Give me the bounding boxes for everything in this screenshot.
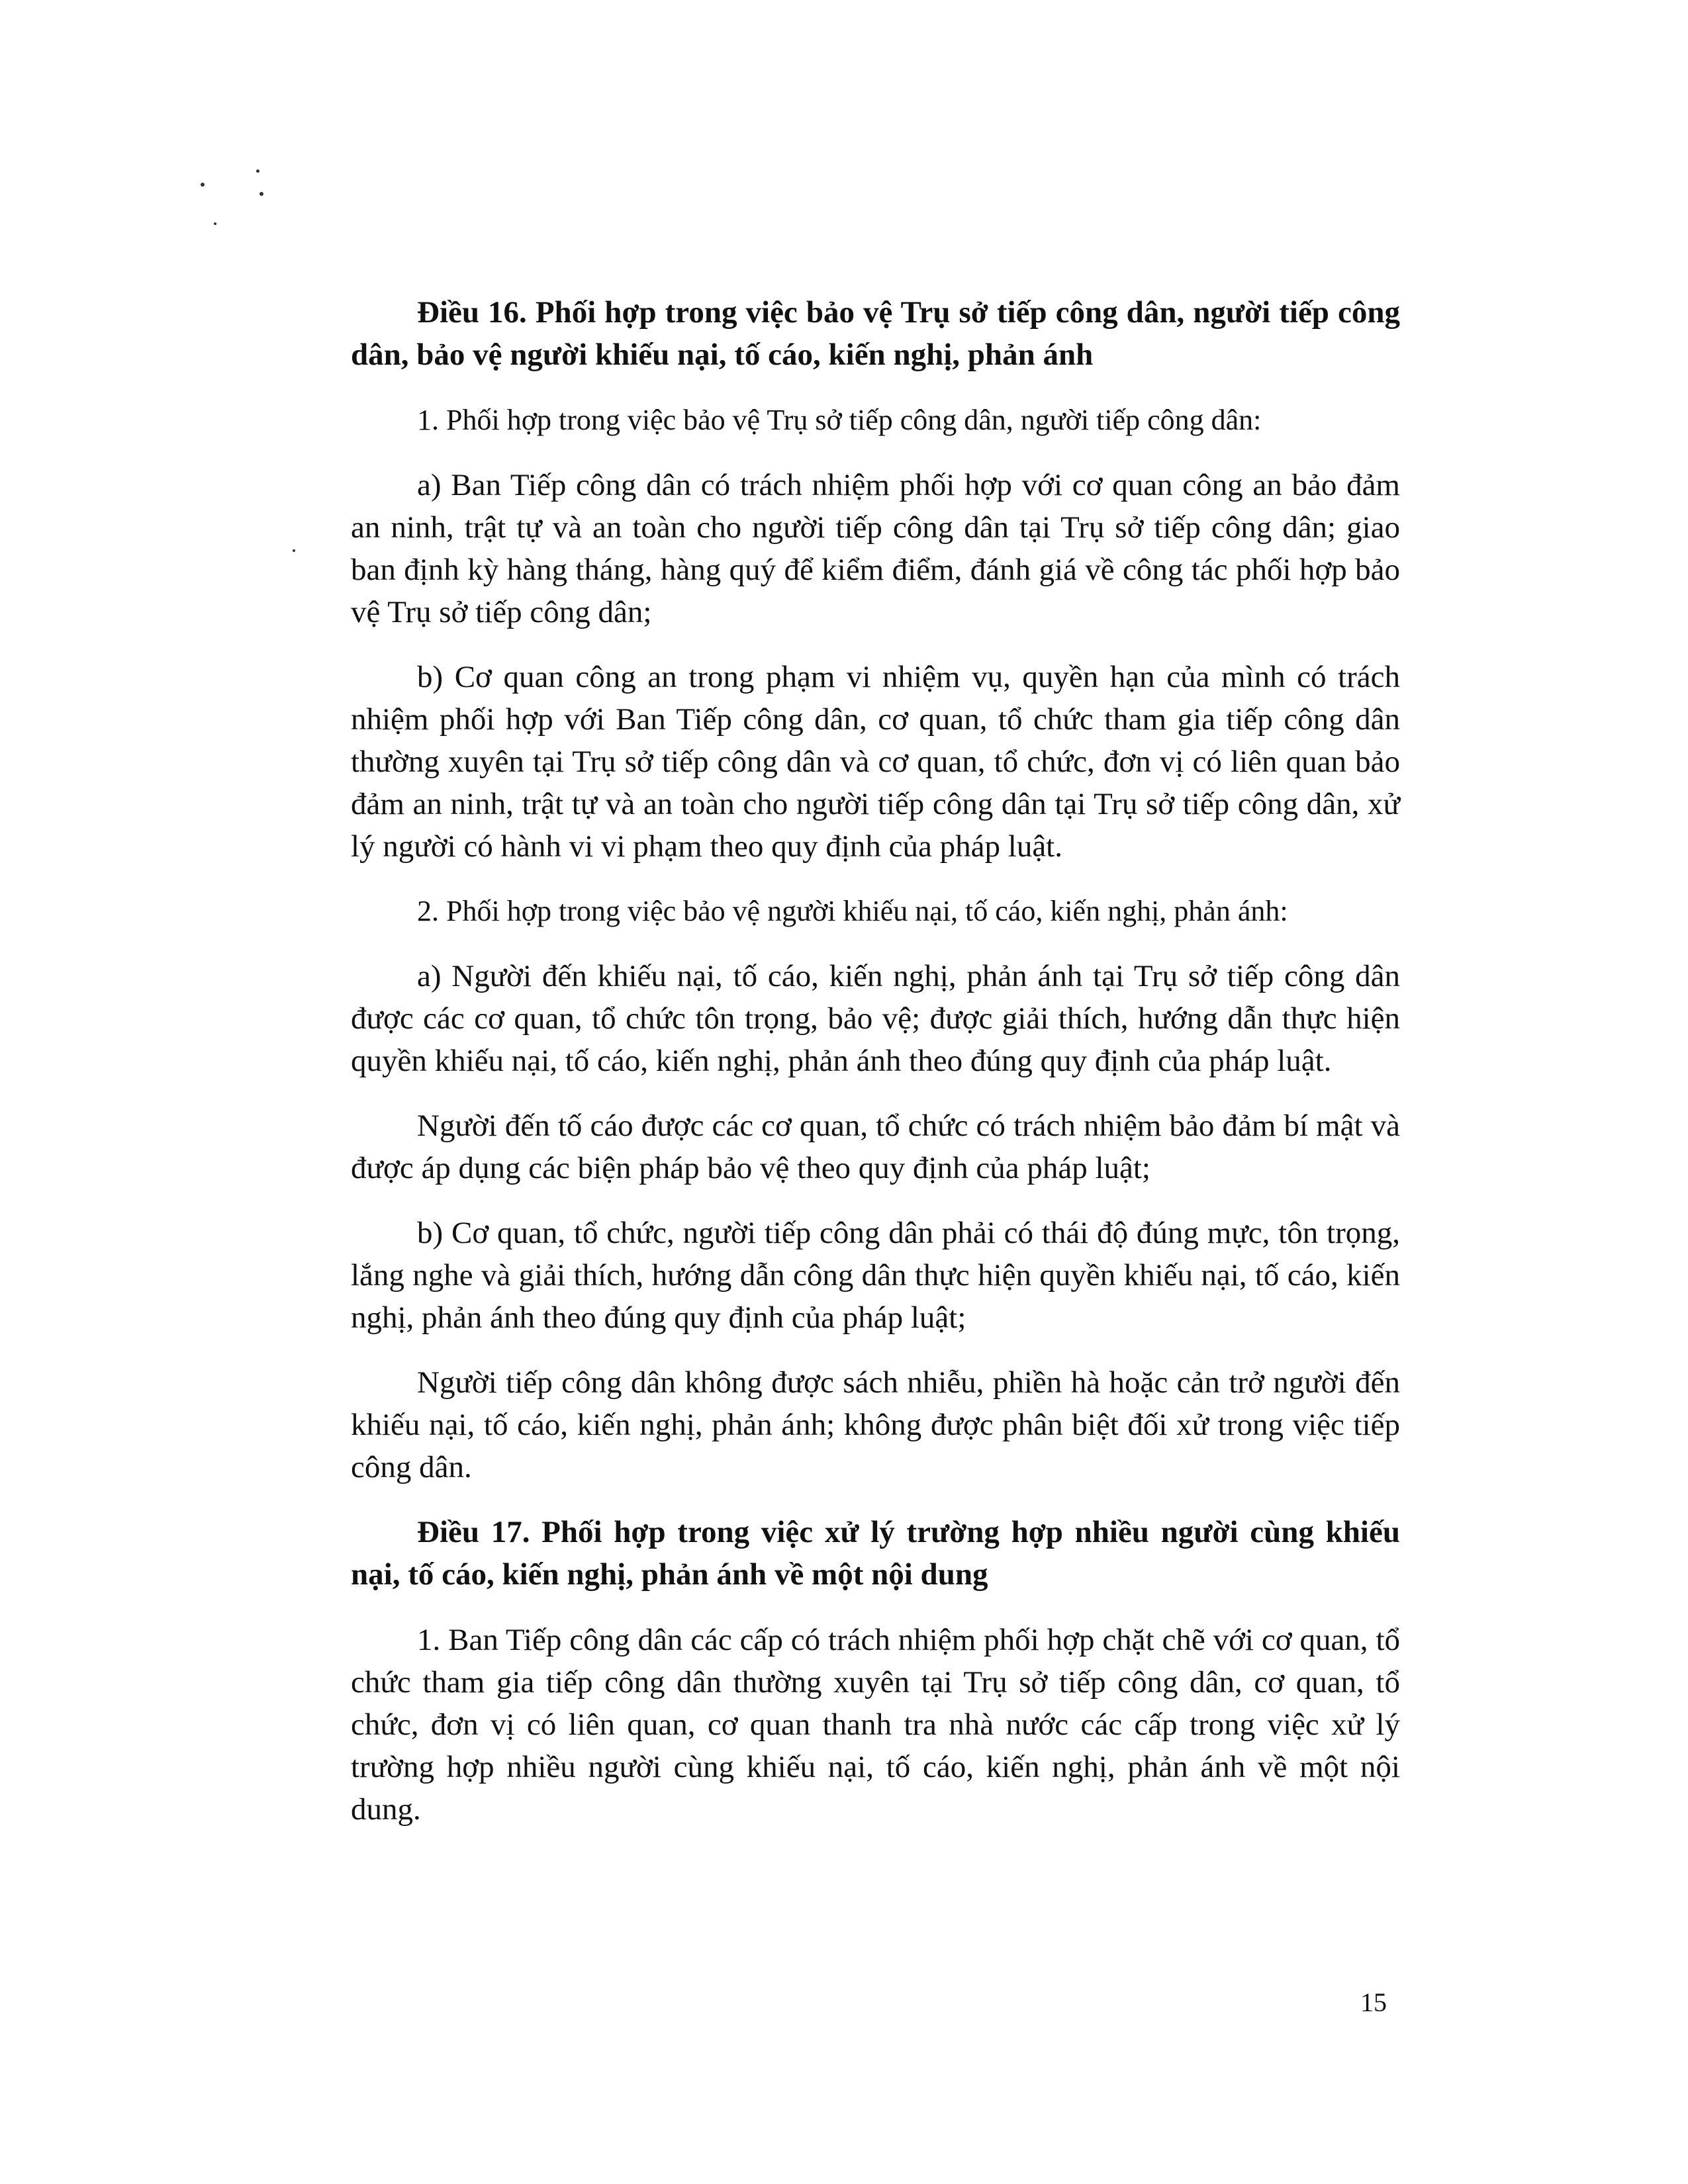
clause-2b: b) Cơ quan, tổ chức, người tiếp công dân phải có thái độ đúng mực, tôn trọng, lắng nghe và giải thích, hướng dẫn công dân thực hiện quyền khiếu nại, tố cáo, kiến nghị, phản ánh theo đúng quy định của pháp luật; bbox=[351, 1216, 1400, 1335]
scan-speck bbox=[201, 183, 205, 187]
article-17 bbox=[351, 1511, 1400, 1831]
clause-2a-continued: Người đến tố cáo được các cơ quan, tổ chức có trách nhiệm bảo đảm bí mật và được áp dụng các biện pháp bảo vệ theo quy định của pháp luật; bbox=[351, 1109, 1400, 1185]
article-17-clause-1: 1. Ban Tiếp công dân các cấp có trách nhiệm phối hợp chặt chẽ với cơ quan, tổ chức tham gia tiếp công dân thường xuyên tại Trụ sở tiếp công dân, cơ quan, tổ chức, đơn vị có liên quan, cơ quan thanh tra nhà nước các cấp trong việc xử lý trường hợp nhiều người cùng khiếu nại, tố cáo, kiến nghị, phản ánh về một nội dung. bbox=[351, 1623, 1400, 1827]
clause-1: 1. Phối hợp trong việc bảo vệ Trụ sở tiếp công dân, người tiếp công dân: bbox=[417, 404, 1262, 436]
clause-1a: a) Ban Tiếp công dân có trách nhiệm phối hợp với cơ quan công an bảo đảm an ninh, trật tự và an toàn cho người tiếp công dân tại Trụ sở tiếp công dân; giao ban định kỳ hàng tháng, hàng quý để kiểm điểm, đánh giá về công tác phối hợp bảo vệ Trụ sở tiếp công dân; bbox=[351, 468, 1400, 629]
clause-2a: a) Người đến khiếu nại, tố cáo, kiến nghị, phản ánh tại Trụ sở tiếp công dân được các cơ quan, tổ chức tôn trọng, bảo vệ; được giải thích, hướng dẫn thực hiện quyền khiếu nại, tố cáo, kiến nghị, phản ánh theo đúng quy định của pháp luật. bbox=[351, 959, 1400, 1078]
scan-speck bbox=[293, 549, 295, 552]
article-17-heading: Điều 17. Phối hợp trong việc xử lý trường hợp nhiều người cùng khiếu nại, tố cáo, kiến nghị, phản ánh về một nội dung bbox=[351, 1515, 1400, 1592]
clause-1b: b) Cơ quan công an trong phạm vi nhiệm vụ, quyền hạn của mình có trách nhiệm phối hợp với Ban Tiếp công dân, cơ quan, tổ chức tham gia tiếp công dân thường xuyên tại Trụ sở tiếp công dân và cơ quan, tổ chức, đơn vị có liên quan bảo đảm an ninh, trật tự và an toàn cho người tiếp công dân tại Trụ sở tiếp công dân, xử lý người có hành vi vi phạm theo quy định của pháp luật. bbox=[351, 660, 1400, 864]
scan-speck bbox=[256, 169, 259, 173]
scan-speck bbox=[259, 192, 263, 196]
document-body bbox=[351, 291, 1400, 1853]
clause-2: 2. Phối hợp trong việc bảo vệ người khiếu nại, tố cáo, kiến nghị, phản ánh: bbox=[417, 895, 1288, 927]
article-16 bbox=[351, 291, 1400, 1488]
scan-speck bbox=[214, 222, 216, 225]
article-16-heading: Điều 16. Phối hợp trong việc bảo vệ Trụ sở tiếp công dân, người tiếp công dân, bảo vệ người khiếu nại, tố cáo, kiến nghị, phản ánh bbox=[351, 295, 1400, 372]
page-number: 15 bbox=[1360, 1987, 1387, 2017]
clause-2b-continued: Người tiếp công dân không được sách nhiễu, phiền hà hoặc cản trở người đến khiếu nại, tố cáo, kiến nghị, phản ánh; không được phân biệt đối xử trong việc tiếp công dân. bbox=[351, 1365, 1400, 1484]
